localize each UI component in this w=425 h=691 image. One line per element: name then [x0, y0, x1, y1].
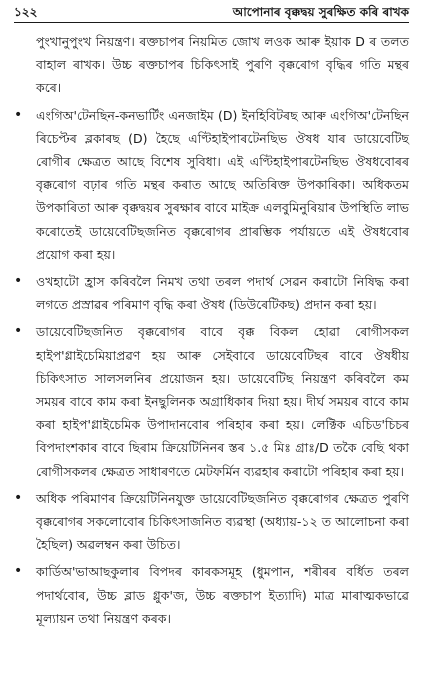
bullet-item-4 — [14, 487, 409, 557]
bullet-item-1 — [14, 104, 409, 266]
bullet-icon: • — [14, 323, 23, 340]
page-body — [14, 30, 409, 691]
bullet-item-5 — [14, 560, 409, 630]
bullet-text: কাৰ্ডিঅ'ভাআছকুলাৰ বিপদৰ কাৰকসমূহ (ধুমপান, শৰীৰৰ বৰ্ধিত তৰল পদাৰ্থবোৰ, উচ্চ ব্লাড গ্লুক'জ, উচ্চ ৰক্তচাপ ইত্যাদি) মাত্ৰ মাৰাত্মকভাৱে মূল্যায়ন তথা নিয়ন্ত্ৰণ কৰক। — [36, 564, 409, 626]
header-rule — [14, 22, 409, 23]
intro-paragraph: পুংখানুপুংখ নিয়ন্ত্ৰণ। ৰক্তচাপৰ নিয়মিত জোখ লওক আৰু ইয়াক D ৰ তলত বাহাল ৰাখক। উচ্চ ৰক্তচাপৰ চিকিৎসাই পুৰণি বৃক্কৰোগ বৃদ্ধিৰ গতি মন্থৰ কৰে। — [36, 34, 409, 96]
bullet-icon: • — [14, 273, 23, 290]
bullet-text: ডায়েবেটিছজনিত বৃক্কৰোগৰ বাবে বৃক্ক বিকল হোৱা ৰোগীসকল হাইপ'গ্লাইচেমিয়াপ্ৰৱণ হয় আৰু সেইবাবে ডায়েবেটিছৰ বাবে ঔষধীয় চিকিৎসাত সালসলনিৰ প্ৰয়োজন হয়। ডায়েবেটিছ নিয়ন্ত্ৰণ কৰিবলৈ কম সময়ৰ বাবে কাম কৰা ইনছুলিনক অগ্ৰাধিকাৰ দিয়া হয়। দীৰ্ঘ সময়ৰ বাবে কাম কৰা হাইপ'গ্লাইচেমিক উপাদানবোৰ পৰিহাৰ কৰা হয়। লেক্টিক এচিড'চিচৰ বিপদাংশকাৰ বাবে ছিৰাম ক্ৰিয়েটিনিনৰ স্তৰ ১.৫ মিঃ গ্ৰাঃ/D তকৈ বেছি থকা ৰোগীসকলৰ ক্ষেত্ৰত সাধাৰণতে মেটফৰ্মিন ব্যৱহাৰ কৰাটো পৰিহাৰ কৰা হয়। — [36, 324, 409, 479]
bullet-icon: • — [14, 106, 23, 123]
bullet-item-2 — [14, 270, 409, 316]
bullet-text: অধিক পৰিমাণৰ ক্ৰিয়েটিনিনযুক্ত ডায়েবেটিছজনিত বৃক্কৰোগৰ ক্ষেত্ৰত পুৰণি বৃক্কৰোগৰ সকলোবোৰ চিকিৎসাজনিত ব্যৱস্থা (অধ্যায়-১২ ত আলোচনা কৰা হৈছিল) অৱলম্বন কৰা উচিত। — [36, 490, 409, 553]
running-title: আপোনাৰ বৃক্কদ্বয় সুৰক্ষিত কৰি ৰাখক — [232, 5, 409, 19]
bullet-icon: • — [14, 563, 23, 580]
bullet-text: ওখহাটো হ্ৰাস কৰিবলৈ নিমখ তথা তৰল পদাৰ্থ সেৱন কৰাটো নিষিদ্ধ কৰা লগতে প্ৰস্ৰাৱৰ পৰিমাণ বৃদ্ধি কৰা ঔষধ (ডিউৰেটিকছ) প্ৰদান কৰা হয়। — [36, 274, 409, 313]
page-number: ১২২ — [14, 5, 38, 19]
bullet-text: এংগিঅ'টেনছিন-কনভাৰ্টিং এনজাইম (D) ইনহিবিটৰছ আৰু এংগিঅ'টেনছিন ৰিচেপ্টৰ ব্লকাৰছ (D) হৈছে এণ্টিহাইপাৰটেনছিভ ঔষধ যাৰ ডায়েবেটিছ ৰোগীৰ ক্ষেত্ৰত আছে বিশেষ সুবিধা। এই এণ্টিহাইপাৰটেনছিভ ঔষধবোৰৰ বৃক্কৰোগ বঢ়াৰ গতি মন্থৰ কৰাত আছে অতিৰিক্ত উপকাৰিকা। অধিকতম উপকাৰিতা আৰু বৃক্কদ্বয়ৰ সুৰক্ষাৰ বাবে মাইক্ৰ এলবুমিনুৰিয়াৰ উপস্থিতি লাভ কৰোতেই ডায়েবেটিছজনিত বৃক্কৰোগৰ প্ৰাৰম্ভিক পৰ্যায়তে এই ঔষধবোৰ প্ৰয়োগ কৰা হয়। — [36, 107, 409, 262]
bullet-icon: • — [14, 489, 23, 506]
page-header — [14, 4, 409, 22]
bullet-item-3 — [14, 320, 409, 482]
